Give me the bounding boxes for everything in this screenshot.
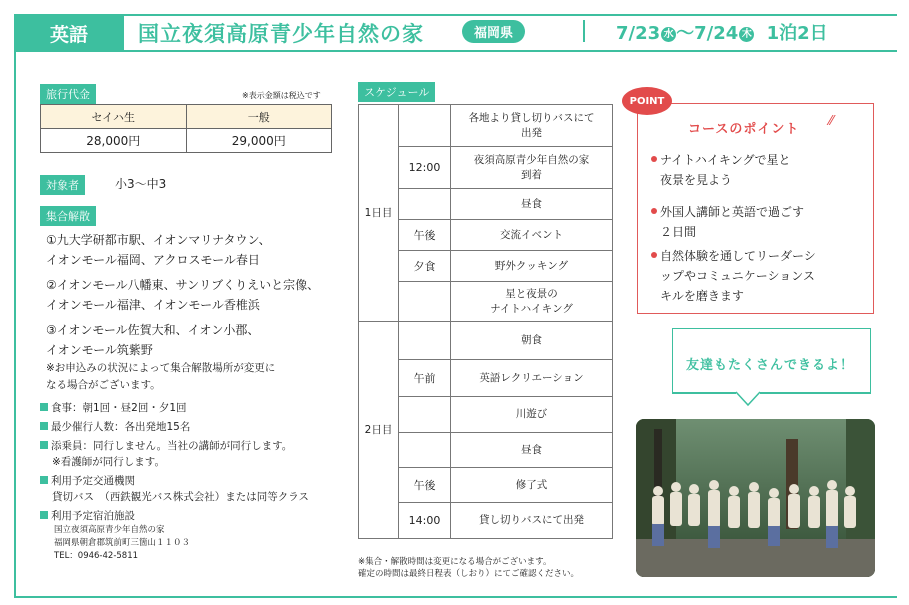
- speech-bubble-text: 友達もたくさんできるよ！: [686, 358, 855, 373]
- schedule-event: 星と夜景の ナイトハイキング: [451, 282, 613, 322]
- gathering-item: ①九大学研都市駅、イオンマリナタウン、 イオンモール福岡、アクロスモール春日: [46, 233, 271, 267]
- schedule-time: [399, 397, 451, 433]
- lodging-name: 国立夜須高原青少年自然の家: [54, 525, 165, 535]
- schedule-event: 夜須高原青少年自然の家 到着: [451, 147, 613, 189]
- info-staff: 添乗員：同行しません。当社の講師が同行します。: [40, 438, 360, 454]
- tour-info: [40, 400, 360, 563]
- schedule-event: 各地より貸し切りバスにて 出発: [451, 105, 613, 147]
- tax-note: ※表示金額は税込です: [242, 91, 321, 100]
- day-label: 2日目: [359, 322, 399, 539]
- date-end-dow: 木: [739, 27, 754, 42]
- schedule-time: 午後: [399, 220, 451, 251]
- date-start-dow: 水: [661, 27, 676, 42]
- schedule-event: 川遊び: [451, 397, 613, 433]
- tour-dates: [616, 19, 828, 45]
- info-transport-label: 利用予定交通機関: [40, 473, 360, 489]
- schedule-event: 貸し切りバスにて出発: [451, 503, 613, 539]
- group-photo: [636, 419, 875, 577]
- schedule-time: 午前: [399, 360, 451, 397]
- frame-bottom-rule: [14, 596, 897, 598]
- schedule-time: 夕食: [399, 251, 451, 282]
- lodging-tel: TEL：0946-42-5811: [54, 551, 139, 561]
- date-end: 7/24: [694, 23, 739, 44]
- bullet-square-icon: [40, 403, 48, 411]
- schedule-time: 午後: [399, 468, 451, 503]
- point-item: ナイトハイキングで星と 夜景を見よう: [660, 150, 860, 190]
- schedule-event: 昼食: [451, 189, 613, 220]
- frame-left-rule: [14, 52, 16, 598]
- schedule-event: 朝食: [451, 322, 613, 360]
- bullet-square-icon: [40, 422, 48, 430]
- schedule-event: 交流イベント: [451, 220, 613, 251]
- sparkle-icon: ⁄⁄: [829, 114, 834, 129]
- schedule-time: [399, 189, 451, 220]
- prefecture-badge: 福岡県: [462, 20, 525, 43]
- schedule-event: 英語レクリエーション: [451, 360, 613, 397]
- speech-bubble-edge: [760, 392, 871, 394]
- gathering-note: ※お申込みの状況によって集合解散場所が変更に なる場合がございます。: [46, 362, 276, 391]
- price-table: [40, 104, 332, 153]
- schedule-time: [399, 433, 451, 468]
- info-meals: 食事：朝1回・昼2回・夕1回: [40, 400, 360, 416]
- subject-label: 英語: [14, 14, 124, 52]
- bullet-square-icon: [40, 511, 48, 519]
- price-general: 29,000円: [186, 129, 332, 153]
- bullet-square-icon: [40, 476, 48, 484]
- header-top-rule: [14, 14, 897, 16]
- schedule-table: [358, 104, 613, 539]
- gathering-list: [46, 230, 346, 394]
- target-value: 小3〜中3: [115, 177, 167, 191]
- schedule-event: 修了式: [451, 468, 613, 503]
- schedule-time: [399, 322, 451, 360]
- schedule-time: [399, 105, 451, 147]
- schedule-label: スケジュール: [358, 82, 435, 102]
- speech-bubble-edge: [672, 392, 736, 394]
- page-title: 国立夜須高原青少年自然の家: [138, 22, 424, 46]
- schedule-event: 昼食: [451, 433, 613, 468]
- schedule-note: ※集合・解散時間は変更になる場合がございます。 確定の時間は最終日程表（しおり）にてご確認ください。: [358, 557, 580, 579]
- price-member: 28,000円: [41, 129, 187, 153]
- schedule-time: [399, 282, 451, 322]
- date-separator: 〜: [676, 23, 695, 44]
- lodging-address: 福岡県朝倉郡筑前町三箇山１１０３: [54, 538, 191, 548]
- speech-bubble-tail-icon: [735, 391, 761, 407]
- price-label: 旅行代金: [40, 84, 96, 104]
- schedule-time: 12:00: [399, 147, 451, 189]
- schedule-event: 野外クッキング: [451, 251, 613, 282]
- point-title: コースのポイント: [688, 122, 800, 137]
- target-label: 対象者: [40, 175, 85, 195]
- info-lodging-label: 利用予定宿泊施設: [40, 508, 360, 524]
- gathering-item: ②イオンモール八幡東、サンリブくりえいと宗像、 イオンモール福津、イオンモール香椎浜: [46, 278, 320, 312]
- info-staff-note: ※看護師が同行します。: [52, 456, 165, 468]
- bullet-dot-icon: [651, 156, 657, 162]
- point-item: 自然体験を通してリーダーシ ップやコミュニケーションス キルを磨きます: [660, 246, 860, 306]
- day-label: 1日目: [359, 105, 399, 322]
- gathering-label: 集合解散: [40, 206, 96, 226]
- bullet-square-icon: [40, 441, 48, 449]
- header-bottom-rule: [124, 50, 897, 52]
- info-min-people: 最少催行人数：各出発地15名: [40, 419, 360, 435]
- schedule-time: 14:00: [399, 503, 451, 539]
- bullet-dot-icon: [651, 252, 657, 258]
- point-item: 外国人講師と英語で過ごす ２日間: [660, 202, 860, 242]
- bullet-dot-icon: [651, 208, 657, 214]
- date-start: 7/23: [616, 23, 661, 44]
- price-header-member: セイハ生: [41, 105, 187, 129]
- duration: 1泊2日: [766, 23, 828, 44]
- info-transport-value: 貸切バス （西鉄観光バス株式会社）または同等クラス: [52, 491, 309, 503]
- gathering-item: ③イオンモール佐賀大和、イオン小郡、 イオンモール筑紫野: [46, 323, 260, 357]
- header-divider: [583, 20, 585, 42]
- point-badge: POINT: [622, 87, 672, 115]
- price-header-general: 一般: [186, 105, 332, 129]
